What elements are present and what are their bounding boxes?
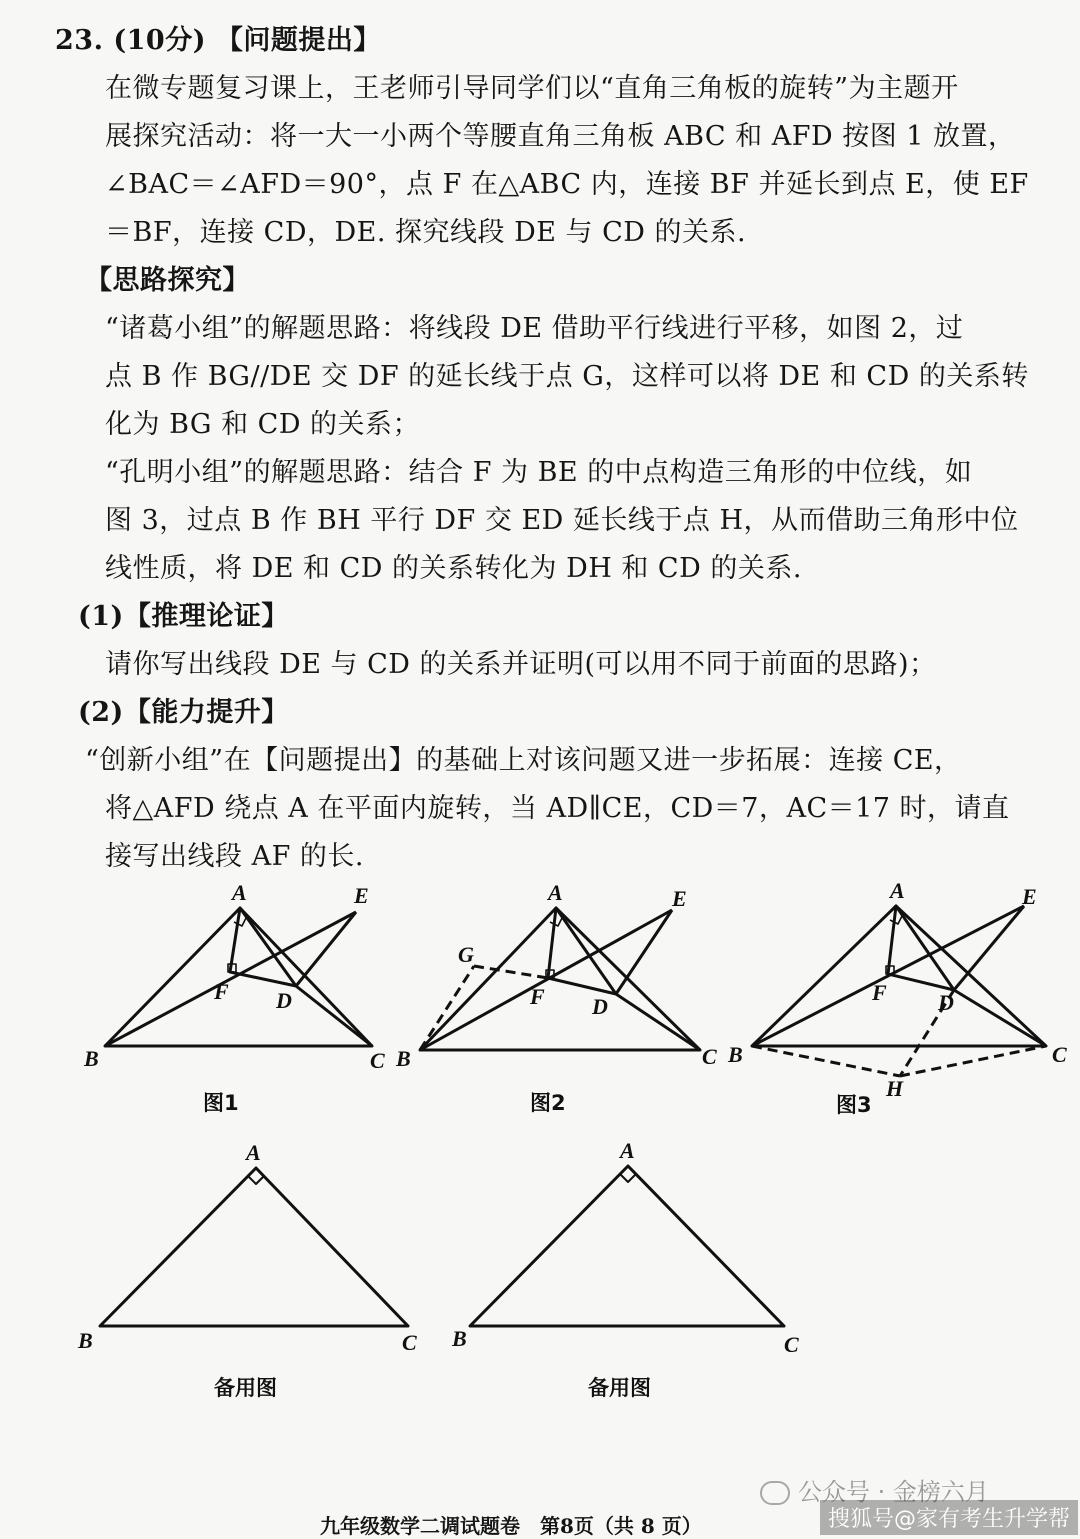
text-line: “孔明小组”的解题思路：结合 F 为 BE 的中点构造三角形的中位线，如 bbox=[105, 457, 973, 488]
figure-2 bbox=[420, 908, 700, 1050]
fig3-label-d: D bbox=[938, 990, 954, 1015]
text-line: 线性质，将 DE 和 CD 的关系转化为 DH 和 CD 的关系. bbox=[105, 553, 802, 584]
fig2-label-d: D bbox=[592, 994, 608, 1019]
text-line: ∠BAC＝∠AFD＝90°，点 F 在△ABC 内，连接 BF 并延长到点 E，使 EF bbox=[105, 169, 1029, 200]
text-line: 在微专题复习课上，王老师引导同学们以“直角三角板的旋转”为主题开 bbox=[105, 73, 959, 104]
text-line: 接写出线段 AF 的长. bbox=[105, 841, 364, 872]
fig3-label-b: B bbox=[728, 1042, 743, 1067]
spare1-caption: 备用图 bbox=[214, 1376, 277, 1400]
text-line: 请你写出线段 DE 与 CD 的关系并证明(可以用不同于前面的思路)； bbox=[105, 649, 937, 680]
page-footer: 九年级数学二调试题卷 第8页（共 8 页） bbox=[320, 1514, 702, 1538]
fig2-label-f: F bbox=[530, 984, 545, 1009]
fig2-label-a: A bbox=[548, 880, 563, 905]
text-line: 将△AFD 绕点 A 在平面内旋转，当 AD∥CE，CD＝7，AC＝17 时，请直 bbox=[105, 793, 1010, 824]
fig2-label-c: C bbox=[702, 1044, 717, 1069]
text-line: “创新小组”在【问题提出】的基础上对该问题又进一步拓展：连接 CE， bbox=[85, 745, 962, 776]
fig3-label-c: C bbox=[1052, 1042, 1067, 1067]
wechat-icon bbox=[760, 1481, 790, 1505]
fig1-label-c: C bbox=[370, 1048, 385, 1073]
text-line: (1)【推理论证】 bbox=[78, 601, 289, 632]
spare2-label-c: C bbox=[784, 1332, 799, 1357]
text-line: 23. (10分) 【问题提出】 bbox=[55, 25, 381, 56]
text-line: (2)【能力提升】 bbox=[78, 697, 289, 728]
text-line: 化为 BG 和 CD 的关系； bbox=[105, 409, 421, 440]
fig1-label-e: E bbox=[354, 883, 369, 908]
fig1-label-f: F bbox=[214, 979, 229, 1004]
spare-figure-1 bbox=[100, 1168, 408, 1326]
spare1-label-c: C bbox=[402, 1330, 417, 1355]
fig2-caption: 图2 bbox=[530, 1091, 566, 1115]
spare2-caption: 备用图 bbox=[588, 1376, 651, 1400]
fig1-label-d: D bbox=[276, 988, 292, 1013]
fig3-label-h: H bbox=[886, 1076, 904, 1101]
sohu-watermark: 搜狐号@家有考生升学帮 bbox=[820, 1500, 1078, 1535]
fig1-label-b: B bbox=[84, 1046, 99, 1071]
spare2-label-b: B bbox=[452, 1326, 467, 1351]
fig3-caption: 图3 bbox=[836, 1093, 872, 1117]
fig2-label-g: G bbox=[458, 942, 474, 967]
text-line: 点 B 作 BG//DE 交 DF 的延长线于点 G，这样可以将 DE 和 CD 的关系转 bbox=[105, 361, 1029, 392]
text-line: 图 3，过点 B 作 BH 平行 DF 交 ED 延长线于点 H，从而借助三角形中位 bbox=[105, 505, 1019, 536]
fig2-label-e: E bbox=[672, 886, 687, 911]
text-line: 【思路探究】 bbox=[85, 265, 250, 296]
spare1-label-b: B bbox=[78, 1328, 93, 1353]
spare2-label-a: A bbox=[620, 1138, 635, 1163]
figure-3 bbox=[752, 906, 1046, 1076]
fig3-label-f: F bbox=[872, 980, 887, 1005]
wechat-watermark-text: 公众号 · 金榜六月 bbox=[798, 1478, 989, 1506]
spare-figure-2 bbox=[470, 1166, 784, 1326]
text-line: 展探究活动：将一大一小两个等腰直角三角板 ABC 和 AFD 按图 1 放置， bbox=[105, 121, 1016, 152]
fig2-label-b: B bbox=[396, 1046, 411, 1071]
spare1-label-a: A bbox=[246, 1140, 261, 1165]
fig1-caption: 图1 bbox=[203, 1091, 239, 1115]
figure-1 bbox=[105, 908, 372, 1046]
text-line: ＝BF，连接 CD，DE. 探究线段 DE 与 CD 的关系. bbox=[105, 217, 747, 248]
fig1-label-a: A bbox=[232, 880, 247, 905]
fig3-label-e: E bbox=[1022, 884, 1037, 909]
text-line: “诸葛小组”的解题思路：将线段 DE 借助平行线进行平移，如图 2，过 bbox=[105, 313, 964, 344]
fig3-label-a: A bbox=[890, 878, 905, 903]
